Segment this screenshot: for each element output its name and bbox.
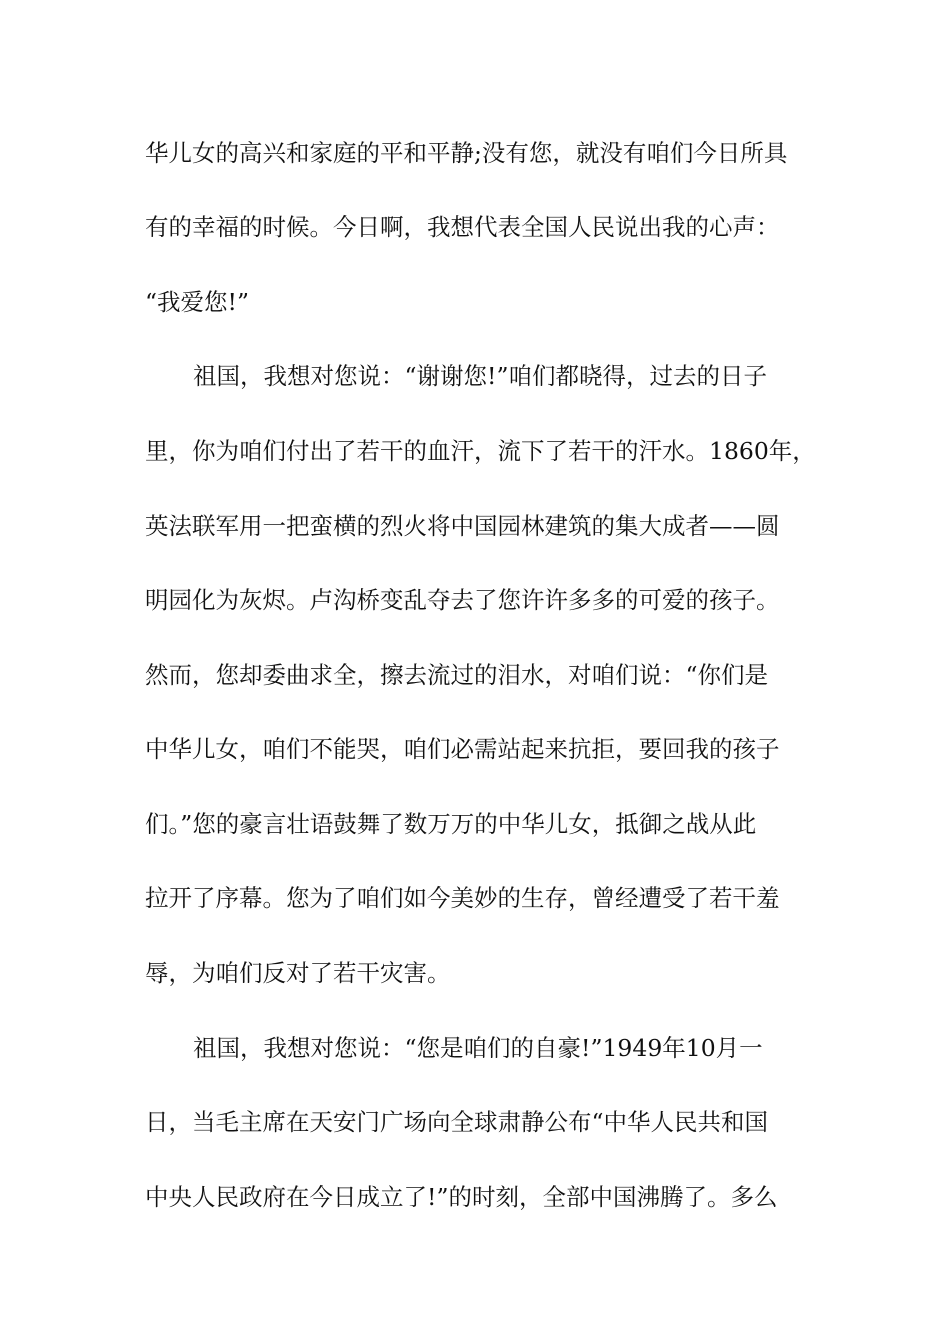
text-line: 明园化为灰烬。卢沟桥变乱夺去了您许许多多的可爱的孩子。	[145, 586, 780, 614]
text-line: 拉开了序幕。您为了咱们如今美妙的生存，曾经遭受了若干羞	[145, 884, 780, 912]
text-line: 有的幸福的时候。今日啊，我想代表全国人民说出我的心声：	[145, 213, 780, 241]
text-line: 们。”您的豪言壮语鼓舞了数万万的中华儿女，抵御之战从此	[145, 810, 757, 838]
text-line: “我爱您!”	[145, 288, 249, 316]
text-line: 中央人民政府在今日成立了!”的时刻，全部中国沸腾了。多么	[145, 1183, 778, 1211]
paragraph-first-line: 祖国，我想对您说：“谢谢您!”咱们都晓得，过去的日子	[193, 362, 767, 390]
text-line: 中华儿女，咱们不能哭，咱们必需站起来抗拒，要回我的孩子	[145, 735, 780, 763]
paragraph-first-line: 祖国，我想对您说：“您是咱们的自豪!”1949年10月一	[193, 1034, 763, 1062]
text-line: 日，当毛主席在天安门广场向全球肃静公布“中华人民共和国	[145, 1108, 769, 1136]
text-line: 辱，为咱们反对了若干灾害。	[145, 959, 451, 987]
text-line: 然而，您却委曲求全，擦去流过的泪水，对咱们说：“你们是	[145, 661, 769, 689]
text-line: 华儿女的高兴和家庭的平和平静;没有您，就没有咱们今日所具	[145, 139, 788, 167]
text-line: 里，你为咱们付出了若干的血汗，流下了若干的汗水。1860年，	[145, 437, 816, 465]
text-line: 英法联军用一把蛮横的烈火将中国园林建筑的集大成者——圆	[145, 512, 780, 540]
